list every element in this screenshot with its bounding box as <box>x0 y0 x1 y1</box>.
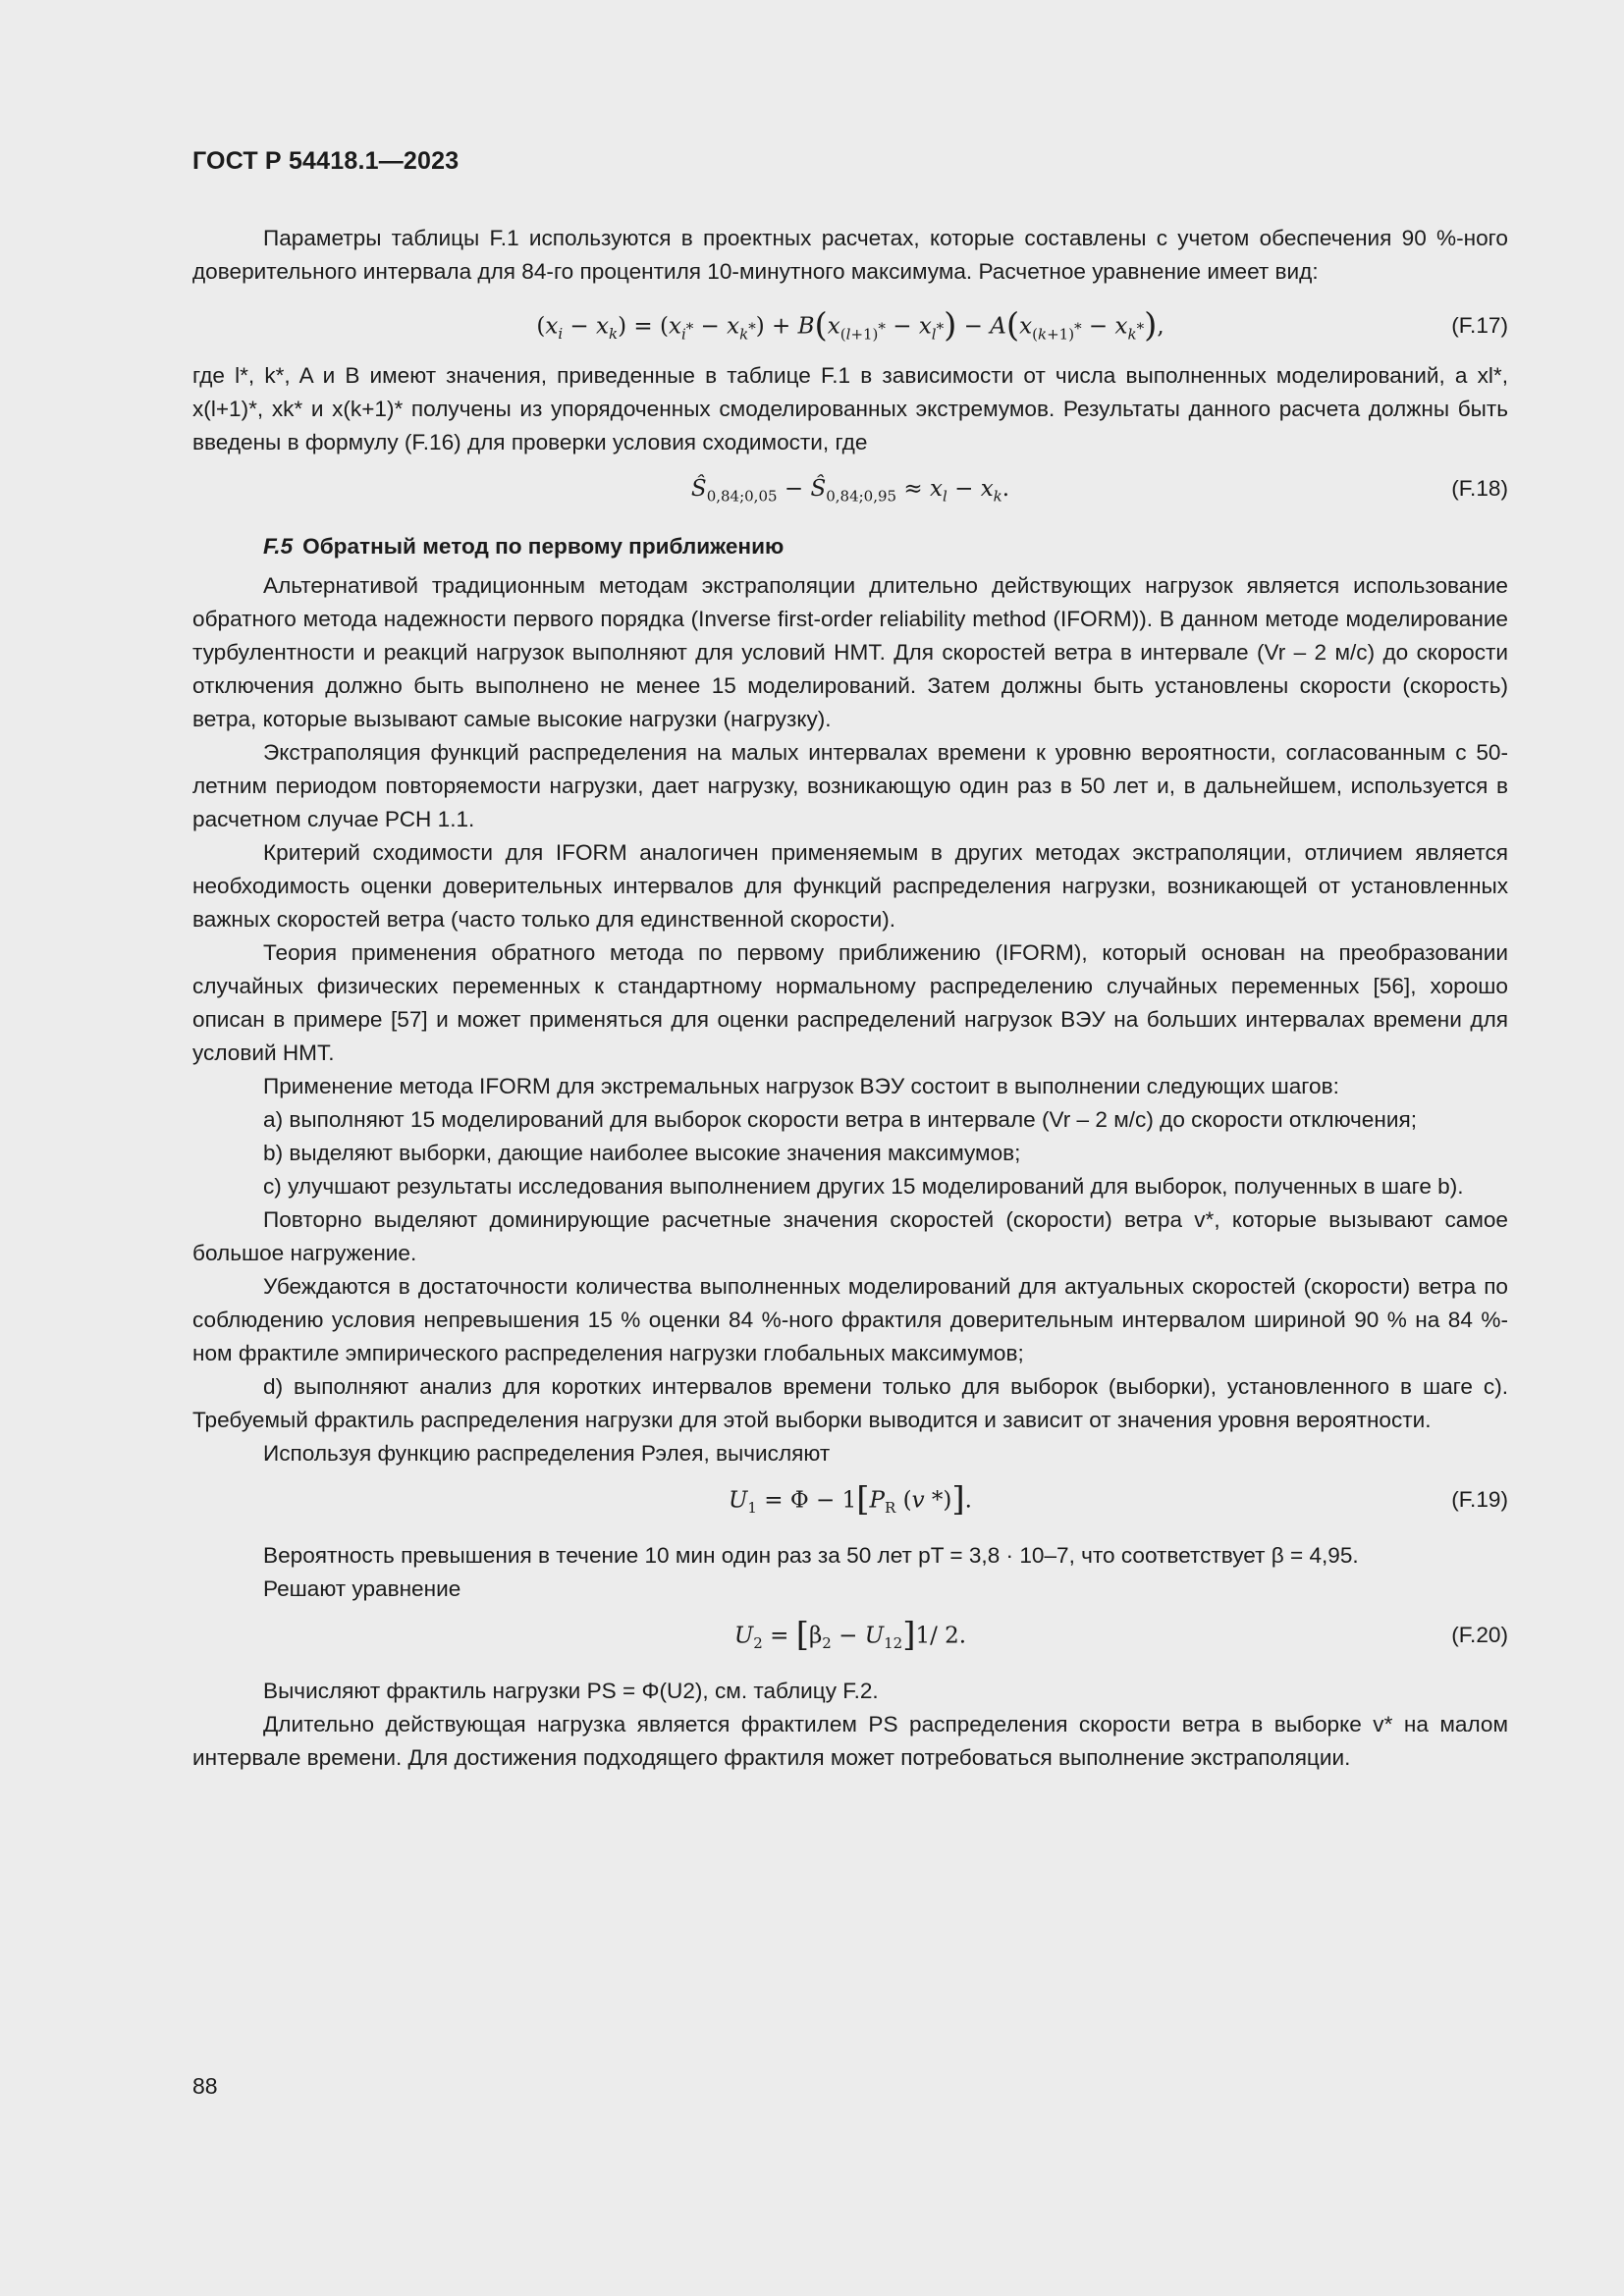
formula-f17-number: (F.17) <box>1451 313 1508 338</box>
formula-f20-number: (F.20) <box>1451 1623 1508 1647</box>
paragraph-2: Экстраполяция функций распределения на малых интервалах времени к уровню вероятности, согласованным с 50-летним периодом повторяемости нагрузки, дает нагрузку, возникающую один раз в 50 лет и, в дальнейшем, используется в расчетном случае РСН 1.1. <box>192 740 1508 831</box>
paragraph-5: Применение метода IFORM для экстремальных нагрузок ВЭУ состоит в выполнении следующих шагов: <box>263 1074 1339 1098</box>
formula-f17-expression: $(x_i - x_k) = (x_{i^*} - x_{k^*}) + B(x_{(l+1)^*} - x_{l^*}) - A(x_{(k+1)^*} - x_{k^*})$, <box>536 305 1164 346</box>
paragraph-9: Вероятность превышения в течение 10 мин один раз за 50 лет pT = 3,8 · 10–7, что соответствует β = 4,95. <box>263 1543 1359 1568</box>
formula-f19-expression: $U_1 = \Phi - 1[P_R$ (v *)]. <box>729 1479 972 1520</box>
formula-f17 <box>192 293 1508 359</box>
page-number: 88 <box>192 2073 218 2099</box>
page-content <box>192 222 1508 1775</box>
step-c: c) улучшают результаты исследования выполнением других 15 моделирований для выборок, полученных в шаге b). <box>263 1174 1464 1199</box>
formula-f20-expression: $U_2 = [\beta_2 - U_{12}]1/$ 2. <box>733 1615 967 1655</box>
paragraph-7: Убеждаются в достаточности количества выполненных моделирований для актуальных скоростей (скорости) ветра по соблюдению условия непревышения 15 % оценки 84 %-ного фрактиля доверительным интервалом шириной 90 % на 84 %-ном фрактиле эмпирического распределения нагрузки глобальных максимумов; <box>192 1274 1508 1365</box>
formula-f19 <box>192 1470 1508 1529</box>
intro-paragraph: Параметры таблицы F.1 используются в проектных расчетах, которые составлены с учетом обеспечения 90 %-ного доверительного интервала для 84-го процентиля 10-минутного максимума. Расчетное уравнение имеет вид: <box>192 226 1508 284</box>
paragraph-11: Вычисляют фрактиль нагрузки PS = Φ(U2), см. таблицу F.2. <box>263 1679 879 1703</box>
section-heading <box>263 530 1508 563</box>
paragraph-4: Теория применения обратного метода по первому приближению (IFORM), который основан на преобразовании случайных физических переменных к стандартному нормальному распределению случайных переменных [56], хорошо описан в примере [57] и может применяться для оценки распределений нагрузок ВЭУ на больших интервалах времени для условий НМТ. <box>192 940 1508 1065</box>
step-a: a) выполняют 15 моделирований для выборок скорости ветра в интервале (Vr – 2 м/с) до скорости отключения; <box>263 1107 1417 1132</box>
formula-f18-number: (F.18) <box>1451 476 1508 501</box>
paragraph-12: Длительно действующая нагрузка является фрактилем PS распределения скорости ветра в выборке v* на малом интервале времени. Для достижения подходящего фрактиля может потребоваться выполнение экстраполяции. <box>192 1712 1508 1770</box>
paragraph-8: Используя функцию распределения Рэлея, вычисляют <box>263 1441 831 1466</box>
paragraph-10: Решают уравнение <box>263 1576 461 1601</box>
formula-f18 <box>192 459 1508 518</box>
step-d: d) выполняют анализ для коротких интервалов времени только для выборок (выборки), установленного в шаге с). Требуемый фрактиль распределения нагрузки для этой выборки выводится и зависит от значения уровня вероятности. <box>192 1374 1508 1432</box>
document-header: ГОСТ Р 54418.1—2023 <box>192 147 460 175</box>
section-number: F.5 <box>263 534 294 559</box>
where-paragraph: где l*, k*, A и B имеют значения, приведенные в таблице F.1 в зависимости от числа выполненных моделирований, а xl*, x(l+1)*, xk* и x(k+1)* получены из упорядоченных смоделированных экстремумов. Результаты данного расчета должны быть введены в формулу (F.16) для проверки условия сходимости, где <box>192 363 1508 454</box>
step-b: b) выделяют выборки, дающие наиболее высокие значения максимумов; <box>263 1141 1021 1165</box>
section-title: Обратный метод по первому приближению <box>302 534 785 559</box>
formula-f18-expression: $Ŝ_{0,84;0,05}$ − $Ŝ_{0,84;0,95} \approx x_l - x_k$. <box>690 476 1010 506</box>
paragraph-6: Повторно выделяют доминирующие расчетные значения скоростей (скорости) ветра v*, которые вызывают самое большое нагружение. <box>192 1207 1508 1265</box>
formula-f19-number: (F.19) <box>1451 1487 1508 1512</box>
paragraph-3: Критерий сходимости для IFORM аналогичен применяемым в других методах экстраполяции, отличием является необходимость оценки доверительных интервалов для функций распределения нагрузки, возникающей от установленных важных скоростей ветра (часто только для единственной скорости). <box>192 840 1508 932</box>
paragraph-1: Альтернативой традиционным методам экстраполяции длительно действующих нагрузок является использование обратного метода надежности первого порядка (Inverse first-order reliability method (IFORM)). В данном методе моделирование турбулентности и реакций нагрузок выполняют для условий НМТ. Для скоростей ветра в интервале (Vr – 2 м/с) до скорости отключения должно быть выполнено не менее 15 моделирований. Затем должны быть установлены скорости (скорость) ветра, которые вызывают самые высокие нагрузки (нагрузку). <box>192 573 1508 731</box>
formula-f20 <box>192 1606 1508 1665</box>
